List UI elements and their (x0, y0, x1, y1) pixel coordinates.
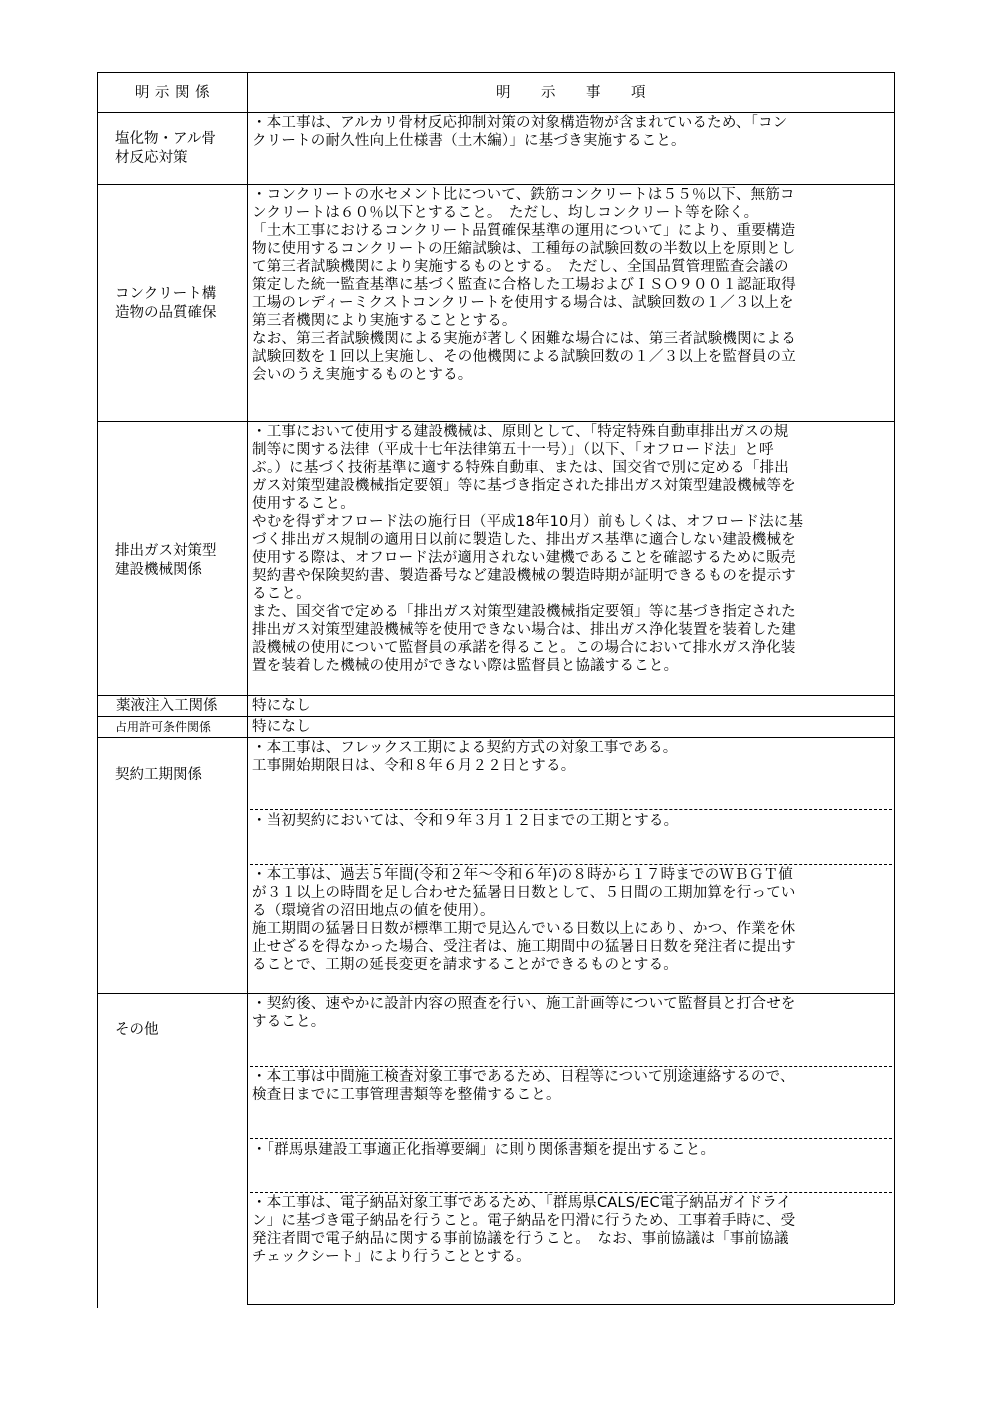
row-content: ・「群馬県建設工事適正化指導要綱」に則り関係書類を提出すること。 (252, 1142, 716, 1158)
row-content: ・本工事は、アルカリ骨材反応抑制対策の対象構造物が含まれているため、「コン クリートの耐久性向上仕様書（土木編）」に基づき実施すること。 (252, 115, 788, 149)
row-content: ・当初契約においては、令和９年３月１２日までの工期とする。 (252, 813, 679, 829)
row-label: コンクリート構 造物の品質確保 (115, 286, 217, 321)
row-content: ・コンクリートの水セメント比について、鉄筋コンクリートは５５％以下、無筋コ ンクリートは６０％以下とすること。 ただし、均しコンクリート等を除く。 「土木工事におけるコンクリート品質確保基準の運用について」により、重要構造 物に使用するコンクリートの圧縮試験は、工種毎の試験回数の半数以上を原則とし て第三者試験機関により実施するものとする。 ただし、全国品質管理監査会議の 策定した統一監査基準に基づく監査に合格した工場およびＩＳＯ９００１認証取得 工場のレディーミクストコンクリートを使用する場合は、試験回数の１／３以上を 第三者機関により実施することとする。 なお、第三者試験機関による実施が著しく困難な場合には、第三者試験機関による 試験回数を１回以上実施し、その他機関による試験回数の１／３以上を監督員の立 会いのうえ実施するものとする。 (252, 187, 796, 383)
table-border-top (97, 72, 894, 73)
row-content: ・工事において使用する建設機械は、原則として、「特定特殊自動車排出ガスの規 制等に関する法律（平成十七年法律第五十一号）」（以下、「オフロード法」と呼 ぶ。）に基づく技術基準に適する特殊自動車、または、国交省で別に定める「排出 ガス対策型建設機械指定要領」等に基づき指定された排出ガス対策型建設機械等を 使用すること。 やむを得ずオフロード法の施行日（平成18年10月）前もしくは、オフロード法に基 づく排出ガス規制の適用日以前に製造した、排出ガス基準に適合しない建設機械を 使用する際は、オフロード法が適用されない建機であることを確認するために販売 契約書や保険契約書、製造番号など建設機械の製造時期が証明できるものを提示す ること。 また、国交省で定める「排出ガス対策型建設機械指定要領」等に基づき指定された 排出ガス対策型建設機械等を使用できない場合は、排出ガス浄化装置を装着した建 設機械の使用について監督員の承諾を得ること。この場合において排水ガス浄化装 置を装着した機械の使用ができない際は監督員と協議すること。 (252, 424, 804, 674)
row-content: ・本工事は、フレックス工期による契約方式の対象工事である。 工事開始期限日は、令和８年６月２２日とする。 (252, 740, 678, 774)
sub-divider (250, 1066, 892, 1067)
row-divider (97, 695, 894, 696)
table-border-left (97, 72, 98, 1308)
row-content: 特になし (252, 698, 311, 714)
row-label: 塩化物・アル骨 材反応対策 (115, 131, 216, 166)
row-label: 占用許可条件関係 (115, 720, 212, 734)
row-divider (97, 716, 894, 717)
row-label: 排出ガス対策型 建設機械関係 (115, 543, 217, 578)
row-content: ・本工事は中間施工検査対象工事であるため、日程等について別途連絡するので、 検査日までに工事管理書類等を整備すること。 (252, 1069, 795, 1103)
header-left: 明 示 関 係 (134, 85, 211, 101)
sub-divider (250, 1138, 892, 1139)
sub-divider (250, 1192, 892, 1193)
row-content: ・本工事は、過去５年間(令和２年～令和６年)の８時から１７時までのＷＢＧＴ値 が３１以上の時間を足し合わせた猛暑日日数として、５日間の工期加算を行ってい る（環境省の沼田地点の値を使用）。 施工期間の猛暑日日数が標準工期で見込んでいる日数以上にあり、かつ、作業を休 止せざるを得なかった場合、受注者は、施工期間中の猛暑日日数を発注者に提出す ることで、工期の延長変更を請求することができるものとする。 (252, 867, 796, 973)
row-divider (97, 184, 894, 185)
table-border-middle (247, 72, 248, 1304)
row-divider (97, 421, 894, 422)
row-content: ・本工事は、電子納品対象工事であるため、「群馬県CALS/EC電子納品ガイドライ ン」に基づき電子納品を行うこと。電子納品を円滑に行うため、工事着手時に、受 発注者間で電子納品に関する事前協議を行うこと。 なお、事前協議は「事前協議 チェックシート」により行うこととする。 (252, 1195, 796, 1265)
row-divider (97, 993, 894, 994)
sub-divider (250, 809, 892, 810)
row-divider (97, 112, 894, 113)
row-content: ・契約後、速やかに設計内容の照査を行い、施工計画等について監督員と打合せを すること。 (252, 996, 796, 1030)
row-content: 特になし (252, 719, 311, 735)
table-bottom-right (247, 1304, 894, 1305)
table-border-right (894, 72, 895, 1304)
row-label: その他 (115, 1022, 159, 1038)
header-right: 明 示 事 項 (496, 85, 646, 101)
sub-divider (250, 864, 892, 865)
row-label: 契約工期関係 (115, 767, 202, 783)
row-divider (97, 737, 894, 738)
row-label: 薬液注入工関係 (116, 698, 218, 714)
